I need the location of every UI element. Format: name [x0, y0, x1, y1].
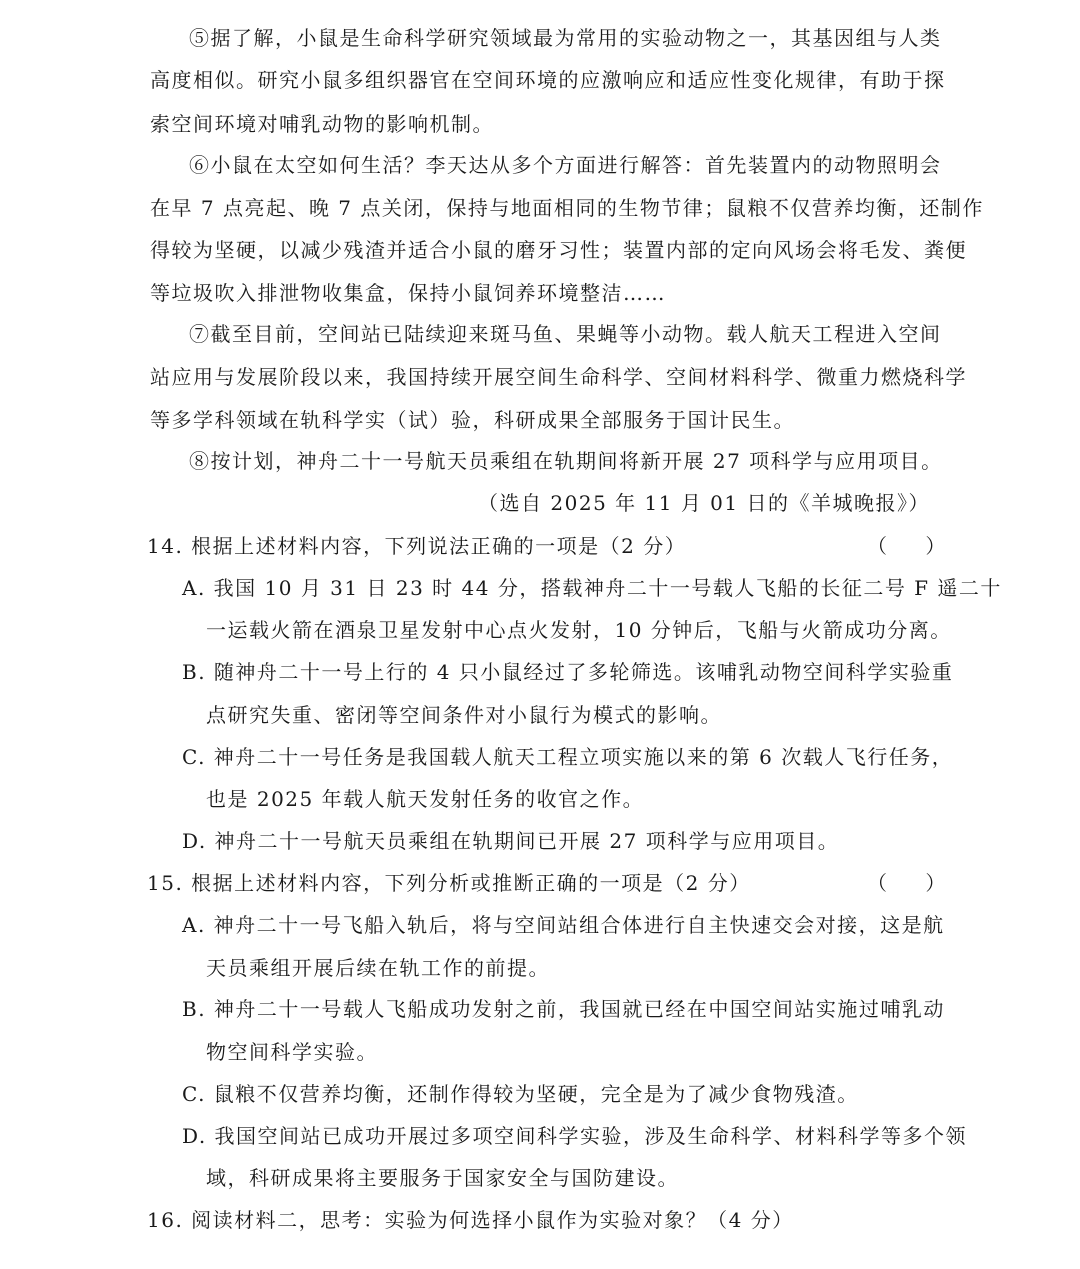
q15-option-b-line-1: B. 神舟二十一号载人飞船成功发射之前，我国就已经在中国空间站实施过哺乳动 — [182, 997, 945, 1021]
question-14-stem: 14. 根据上述材料内容，下列说法正确的一项是（2 分） — [147, 534, 687, 558]
q15-option-a-line-2: 天员乘组开展后续在轨工作的前提。 — [206, 956, 550, 980]
q14-option-a-line-1: A. 我国 10 月 31 日 23 时 44 分，搭载神舟二十一号载人飞船的长征二号 F 遥二十 — [182, 576, 1002, 600]
paragraph-6-line-1: ⑥小鼠在太空如何生活？李天达从多个方面进行解答：首先装置内的动物照明会 — [189, 153, 942, 177]
paragraph-8-line-1: ⑧按计划，神舟二十一号航天员乘组在轨期间将新开展 27 项科学与应用项目。 — [189, 449, 943, 473]
q15-option-d-line-2: 域，科研成果将主要服务于国家安全与国防建设。 — [206, 1166, 679, 1190]
q15-option-a-line-1: A. 神舟二十一号飞船入轨后，将与空间站组合体进行自主快速交会对接，这是航 — [182, 913, 945, 937]
question-15-answer-bracket[interactable]: （ ） — [867, 871, 962, 895]
paragraph-5-line-3: 索空间环境对哺乳动物的影响机制。 — [150, 112, 494, 136]
paragraph-6-line-4: 等垃圾吹入排泄物收集盒，保持小鼠饲养环境整洁…… — [150, 281, 666, 305]
paragraph-5-line-1: ⑤据了解，小鼠是生命科学研究领域最为常用的实验动物之一，其基因组与人类 — [189, 26, 942, 50]
paragraph-6-line-3: 得较为坚硬，以减少残渣并适合小鼠的磨牙习性；装置内部的定向风场会将毛发、粪便 — [150, 238, 967, 262]
q14-option-b-line-1: B. 随神舟二十一号上行的 4 只小鼠经过了多轮筛选。该哺乳动物空间科学实验重 — [182, 660, 954, 684]
paragraph-7-line-1: ⑦截至目前，空间站已陆续迎来斑马鱼、果蝇等小动物。载人航天工程进入空间 — [189, 322, 942, 346]
question-16-stem: 16. 阅读材料二，思考：实验为何选择小鼠作为实验对象？（4 分） — [147, 1208, 794, 1232]
paragraph-6-line-2: 在早 7 点亮起、晚 7 点关闭，保持与地面相同的生物节律；鼠粮不仅营养均衡，还制作 — [150, 196, 984, 220]
paragraph-7-line-2: 站应用与发展阶段以来，我国持续开展空间生命科学、空间材料科学、微重力燃烧科学 — [150, 365, 967, 389]
q15-option-d-line-1: D. 我国空间站已成功开展过多项空间科学实验，涉及生命科学、材料科学等多个领 — [182, 1124, 968, 1148]
q14-option-c-line-2: 也是 2025 年载人航天发射任务的收官之作。 — [206, 787, 645, 811]
source-citation: （选自 2025 年 11 月 01 日的《羊城晚报》） — [478, 491, 930, 515]
paragraph-5-line-2: 高度相似。研究小鼠多组织器官在空间环境的应激响应和适应性变化规律，有助于探 — [150, 68, 946, 92]
paragraph-7-line-3: 等多学科领域在轨科学实（试）验，科研成果全部服务于国计民生。 — [150, 408, 795, 432]
question-14-answer-bracket[interactable]: （ ） — [867, 534, 962, 558]
question-15-stem: 15. 根据上述材料内容，下列分析或推断正确的一项是（2 分） — [147, 871, 751, 895]
q15-option-b-line-2: 物空间科学实验。 — [206, 1040, 378, 1064]
q14-option-d-line-1: D. 神舟二十一号航天员乘组在轨期间已开展 27 项科学与应用项目。 — [182, 829, 840, 853]
q14-option-a-line-2: 一运载火箭在酒泉卫星发射中心点火发射，10 分钟后，飞船与火箭成功分离。 — [206, 618, 952, 642]
q14-option-c-line-1: C. 神舟二十一号任务是我国载人航天工程立项实施以来的第 6 次载人飞行任务， — [182, 745, 954, 769]
q14-option-b-line-2: 点研究失重、密闭等空间条件对小鼠行为模式的影响。 — [206, 703, 722, 727]
q15-option-c-line-1: C. 鼠粮不仅营养均衡，还制作得较为坚硬，完全是为了减少食物残渣。 — [182, 1082, 859, 1106]
